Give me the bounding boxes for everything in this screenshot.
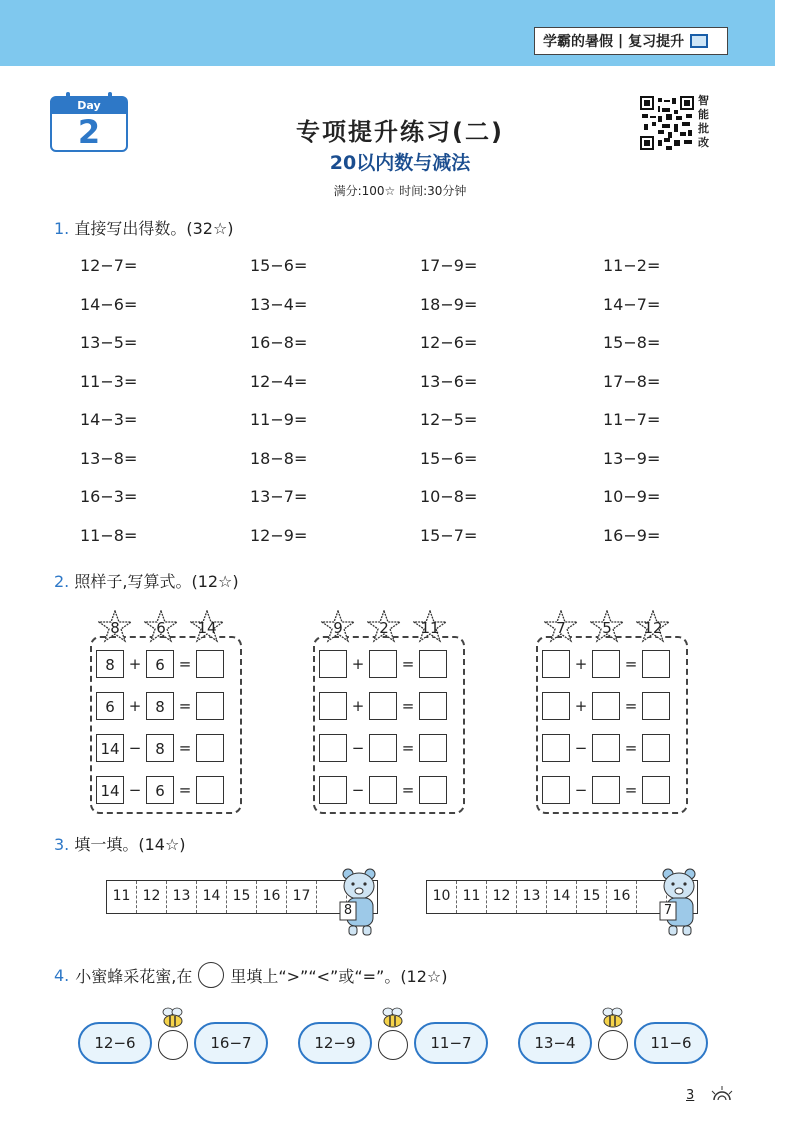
series-title: 学霸的暑假 bbox=[543, 34, 613, 50]
number-cell[interactable]: 14 bbox=[547, 881, 577, 913]
problem-item: 11−3= bbox=[80, 371, 138, 391]
operator: − bbox=[351, 781, 365, 799]
equals-sign: = bbox=[624, 781, 638, 799]
problem-item: 11−7= bbox=[603, 410, 661, 429]
operator: − bbox=[351, 739, 365, 757]
answer-box[interactable] bbox=[196, 776, 224, 804]
bear-sign-number: 7 bbox=[663, 903, 673, 918]
series-separator: | bbox=[618, 33, 624, 49]
answer-box[interactable] bbox=[419, 650, 447, 678]
operand-box[interactable] bbox=[542, 776, 570, 804]
operand-box[interactable] bbox=[319, 734, 347, 762]
operand-box[interactable] bbox=[369, 692, 397, 720]
answer-box[interactable] bbox=[196, 692, 224, 720]
operator: − bbox=[574, 739, 588, 757]
bee-icon bbox=[158, 1006, 188, 1034]
number-cell[interactable]: 17 bbox=[287, 881, 317, 913]
calendar-ring-icon bbox=[66, 92, 70, 102]
page-subtitle: 20以内数与减法 bbox=[329, 152, 471, 174]
operator: + bbox=[574, 697, 588, 715]
star-number: 5 bbox=[602, 619, 612, 637]
problem-item: 16−8= bbox=[250, 333, 308, 352]
answer-box[interactable] bbox=[419, 692, 447, 720]
number-cell[interactable]: 13 bbox=[517, 881, 547, 913]
question-number: 4. bbox=[54, 965, 70, 985]
problem-item: 17−9= bbox=[420, 256, 478, 275]
star-number: 7 bbox=[556, 619, 566, 637]
number-star bbox=[413, 610, 447, 644]
operator: − bbox=[128, 739, 142, 757]
number-cell[interactable]: 15 bbox=[577, 881, 607, 913]
bear-icon bbox=[338, 866, 382, 938]
question-text: 填一填。(14☆) bbox=[74, 835, 186, 854]
equation-row bbox=[96, 648, 224, 680]
equation-row bbox=[96, 732, 224, 764]
operand-box[interactable]: 8 bbox=[96, 650, 124, 678]
number-star bbox=[544, 610, 578, 644]
equals-sign: = bbox=[401, 781, 415, 799]
problem-item: 11−8= bbox=[80, 525, 138, 545]
problem-item: 10−9= bbox=[603, 487, 661, 506]
equation-row bbox=[542, 690, 670, 722]
question-1-heading bbox=[54, 216, 234, 239]
operand-box[interactable] bbox=[592, 734, 620, 762]
question-2-heading bbox=[54, 569, 239, 592]
equation-row bbox=[319, 690, 447, 722]
operand-box[interactable] bbox=[542, 650, 570, 678]
question-number: 1. bbox=[54, 219, 70, 238]
star-number: 2 bbox=[379, 619, 389, 637]
number-star bbox=[144, 610, 178, 644]
problem-item: 11−2= bbox=[603, 256, 661, 275]
equals-sign: = bbox=[401, 655, 415, 673]
problem-item: 12−5= bbox=[420, 410, 478, 429]
operand-box[interactable] bbox=[369, 776, 397, 804]
number-cell[interactable]: 12 bbox=[137, 881, 167, 913]
equals-sign: = bbox=[624, 697, 638, 715]
equation-row bbox=[542, 732, 670, 764]
equals-sign: = bbox=[178, 739, 192, 757]
number-cell[interactable]: 10 bbox=[427, 881, 457, 913]
qr-code-icon[interactable] bbox=[640, 96, 694, 150]
problem-item: 12−6= bbox=[420, 333, 478, 352]
operand-box[interactable]: 6 bbox=[146, 650, 174, 678]
equals-sign: = bbox=[178, 655, 192, 673]
number-star bbox=[636, 610, 670, 644]
equation-row bbox=[319, 648, 447, 680]
operator: + bbox=[351, 697, 365, 715]
question-4-heading bbox=[54, 962, 448, 988]
star-number: 9 bbox=[333, 619, 343, 637]
equals-sign: = bbox=[178, 697, 192, 715]
operand-box[interactable] bbox=[542, 734, 570, 762]
operand-box[interactable] bbox=[319, 650, 347, 678]
operand-box[interactable]: 8 bbox=[146, 692, 174, 720]
question-text: 照样子,写算式。(12☆) bbox=[74, 572, 239, 591]
day-label: Day bbox=[52, 98, 126, 114]
problem-item: 13−9= bbox=[603, 448, 661, 468]
number-cell[interactable]: 16 bbox=[607, 881, 637, 913]
problem-item: 11−9= bbox=[250, 410, 308, 429]
score-time-info: 满分:100☆ 时间:30分钟 bbox=[333, 184, 467, 198]
bear-icon bbox=[658, 866, 702, 938]
answer-box[interactable] bbox=[419, 734, 447, 762]
qr-label: 智能批改 bbox=[698, 94, 709, 149]
operand-box[interactable] bbox=[369, 650, 397, 678]
number-star bbox=[367, 610, 401, 644]
question-text: 直接写出得数。(32☆) bbox=[74, 219, 234, 238]
operand-box[interactable]: 6 bbox=[96, 692, 124, 720]
equals-sign: = bbox=[401, 739, 415, 757]
flower-expression: 12−9 bbox=[298, 1022, 372, 1064]
equals-sign: = bbox=[624, 655, 638, 673]
page-title: 专项提升练习(二) bbox=[296, 118, 504, 146]
problem-item: 13−6= bbox=[420, 371, 478, 391]
operand-box[interactable]: 14 bbox=[96, 776, 124, 804]
operator: − bbox=[128, 781, 142, 799]
number-cell[interactable]: 11 bbox=[107, 881, 137, 913]
operand-box[interactable]: 6 bbox=[146, 776, 174, 804]
operand-box[interactable] bbox=[592, 692, 620, 720]
star-number: 12 bbox=[643, 619, 663, 637]
equals-sign: = bbox=[624, 739, 638, 757]
star-number: 6 bbox=[156, 619, 166, 637]
star-number: 11 bbox=[420, 619, 440, 637]
problem-item: 15−7= bbox=[420, 525, 478, 545]
bee-icon bbox=[378, 1006, 408, 1034]
answer-box[interactable] bbox=[419, 776, 447, 804]
bee-icon bbox=[598, 1006, 628, 1034]
problem-item: 16−9= bbox=[603, 525, 661, 545]
operand-box[interactable] bbox=[369, 734, 397, 762]
answer-box[interactable] bbox=[642, 650, 670, 678]
number-star bbox=[321, 610, 355, 644]
problem-item: 13−8= bbox=[80, 448, 138, 468]
answer-box[interactable] bbox=[642, 776, 670, 804]
number-cell[interactable]: 15 bbox=[227, 881, 257, 913]
problem-item: 14−6= bbox=[80, 294, 138, 314]
number-cell[interactable]: 12 bbox=[487, 881, 517, 913]
equals-sign: = bbox=[178, 781, 192, 799]
operand-box[interactable]: 14 bbox=[96, 734, 124, 762]
answer-box[interactable] bbox=[196, 650, 224, 678]
number-star bbox=[590, 610, 624, 644]
number-cell[interactable]: 11 bbox=[457, 881, 487, 913]
header-margin bbox=[775, 0, 800, 66]
problem-item: 15−8= bbox=[603, 333, 661, 352]
flower-expression: 11−6 bbox=[634, 1022, 708, 1064]
star-number: 8 bbox=[110, 619, 120, 637]
equation-row bbox=[542, 648, 670, 680]
problem-item: 18−8= bbox=[250, 448, 308, 468]
day-number: 2 bbox=[77, 113, 101, 151]
question-text: 小蜜蜂采花蜜,在 bbox=[75, 966, 193, 986]
operand-box[interactable] bbox=[592, 776, 620, 804]
operand-box[interactable]: 8 bbox=[146, 734, 174, 762]
problem-item: 12−4= bbox=[250, 371, 308, 391]
operator: + bbox=[351, 655, 365, 673]
problem-item: 18−9= bbox=[420, 294, 478, 314]
question-text-suffix: 里填上“>”“<”或“=”。(12☆) bbox=[230, 966, 448, 986]
problem-item: 10−8= bbox=[420, 487, 478, 506]
answer-box[interactable] bbox=[642, 734, 670, 762]
question-3-heading bbox=[54, 832, 186, 855]
number-cell[interactable]: 13 bbox=[167, 881, 197, 913]
problem-item: 12−7= bbox=[80, 256, 138, 275]
flower-expression: 13−4 bbox=[518, 1022, 592, 1064]
star-number: 14 bbox=[197, 619, 217, 637]
compare-circle[interactable] bbox=[378, 1030, 408, 1060]
question-number: 2. bbox=[54, 572, 70, 591]
equation-row bbox=[319, 732, 447, 764]
answer-box[interactable] bbox=[642, 692, 670, 720]
number-cell[interactable]: 16 bbox=[257, 881, 287, 913]
bear-sign-number: 8 bbox=[343, 903, 353, 918]
calendar-ring-icon bbox=[108, 92, 112, 102]
equation-row bbox=[319, 774, 447, 806]
equation-row bbox=[542, 774, 670, 806]
answer-circle-icon bbox=[198, 962, 224, 988]
operator: + bbox=[574, 655, 588, 673]
problem-item: 15−6= bbox=[420, 448, 478, 468]
operand-box[interactable] bbox=[319, 692, 347, 720]
number-star bbox=[98, 610, 132, 644]
operator: + bbox=[128, 697, 142, 715]
page-number: 3 bbox=[686, 1088, 695, 1103]
question-number: 3. bbox=[54, 835, 70, 854]
number-cell[interactable]: 14 bbox=[197, 881, 227, 913]
operand-box[interactable] bbox=[542, 692, 570, 720]
compare-circle[interactable] bbox=[158, 1030, 188, 1060]
problem-item: 14−3= bbox=[80, 410, 138, 429]
problem-item: 13−7= bbox=[250, 487, 308, 506]
flower-expression: 16−7 bbox=[194, 1022, 268, 1064]
problem-item: 13−5= bbox=[80, 333, 138, 352]
problem-item: 13−4= bbox=[250, 294, 308, 314]
operator: − bbox=[574, 781, 588, 799]
book-icon bbox=[690, 34, 708, 48]
sun-icon bbox=[708, 1084, 738, 1106]
compare-circle[interactable] bbox=[598, 1030, 628, 1060]
problem-item: 15−6= bbox=[250, 256, 308, 275]
problem-item: 12−9= bbox=[250, 525, 308, 545]
equals-sign: = bbox=[401, 697, 415, 715]
equation-row bbox=[96, 690, 224, 722]
flower-expression: 12−6 bbox=[78, 1022, 152, 1064]
problem-item: 16−3= bbox=[80, 487, 138, 506]
answer-box[interactable] bbox=[196, 734, 224, 762]
flower-expression: 11−7 bbox=[414, 1022, 488, 1064]
operand-box[interactable] bbox=[592, 650, 620, 678]
problem-item: 14−7= bbox=[603, 294, 661, 314]
number-star bbox=[190, 610, 224, 644]
operand-box[interactable] bbox=[319, 776, 347, 804]
problem-item: 17−8= bbox=[603, 371, 661, 391]
equation-row bbox=[96, 774, 224, 806]
series-label bbox=[534, 27, 728, 55]
operator: + bbox=[128, 655, 142, 673]
series-section: 复习提升 bbox=[628, 34, 685, 50]
